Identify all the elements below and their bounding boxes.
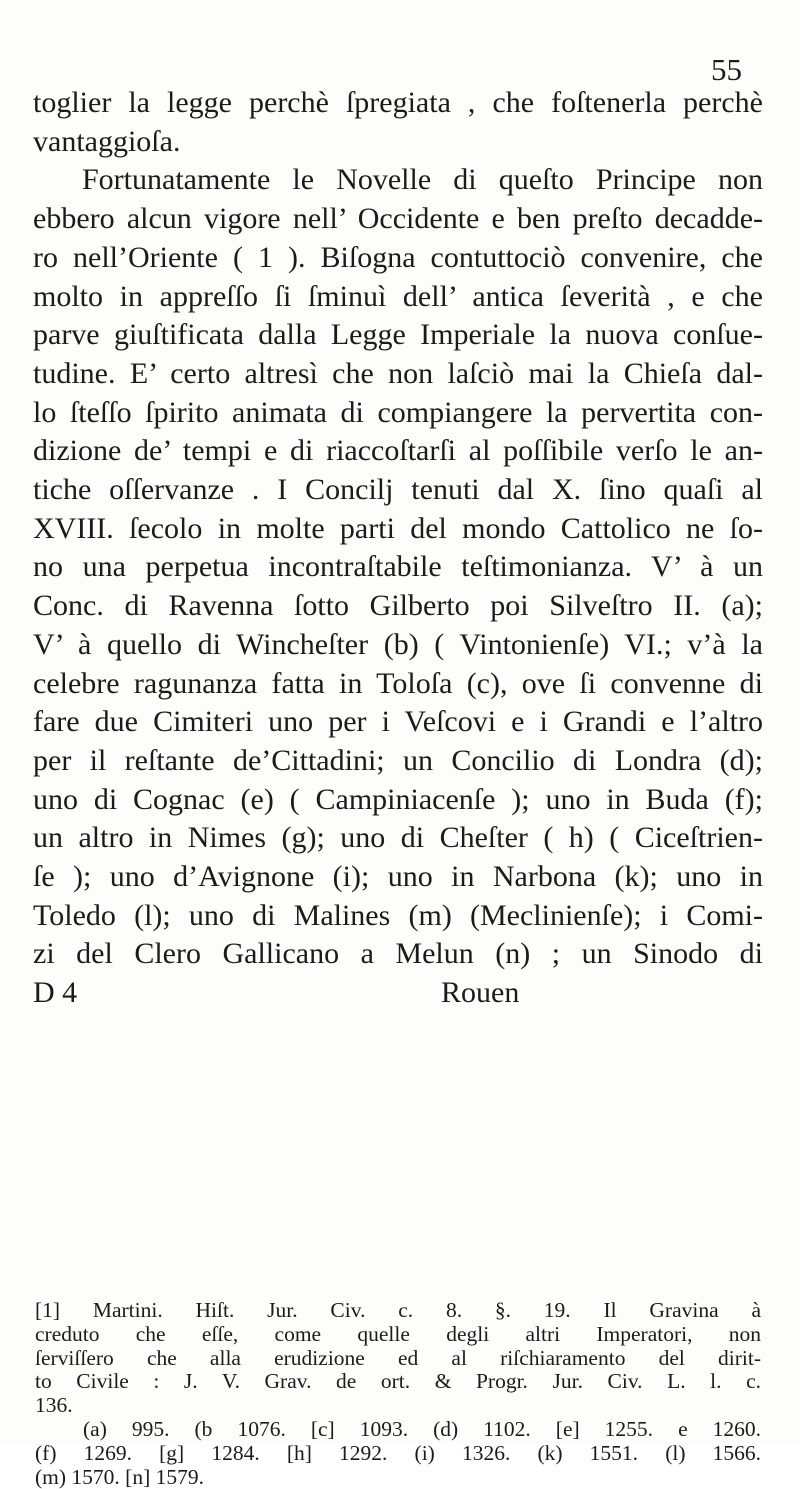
text-line: tiche oſſervanze . I Concilj tenuti dal X. ſino quaſi al xyxy=(33,473,763,507)
page-number: 55 xyxy=(711,52,742,87)
text-line: tudine. E’ certo altresì che non laſciò mai la Chieſa dal- xyxy=(33,356,763,390)
text-line-content: Fortunatamente le Novelle di queſto Principe non xyxy=(82,163,763,197)
signature-mark: D 4 xyxy=(33,976,78,1010)
text-line: ebbero alcun vigore nell’ Occidente e ben preſto decadde- xyxy=(33,202,763,236)
footnote-refs: (a) 995. (b 1076. [c] 1093. (d) 1102. [e] 1255. e 1260. xyxy=(83,1416,761,1441)
text-line: Conc. di Ravenna ſotto Gilberto poi Silveſtro II. (a); xyxy=(33,589,763,623)
text-line xyxy=(33,161,763,200)
footnote-line: ſerviſſero che alla erudizione ed al riſchiaramento del dirit- xyxy=(35,1345,761,1370)
catchword: Rouen xyxy=(441,976,520,1010)
text-line: no una perpetua incontraſtabile teſtimonianza. V’ à un xyxy=(33,550,763,584)
text-line: parve giuſtificata dalla Legge Imperiale la nuova conſue- xyxy=(33,318,763,352)
footnote-line: [1] Martini. Hiſt. Jur. Civ. c. 8. §. 19. Il Gravina à xyxy=(35,1298,761,1322)
footnote-refs: (m) 1570. [n] 1579. xyxy=(35,1464,204,1489)
text-line: zi del Clero Gallicano a Melun (n) ; un Sinodo di xyxy=(33,937,763,971)
footnote-line: to Civile : J. V. Grav. de ort. & Progr. Jur. Civ. L. l. c. xyxy=(35,1369,761,1394)
text-line: toglier la legge perchè ſpregiata , che foſtenerla perchè xyxy=(33,86,763,119)
footnote-refs: (f) 1269. [g] 1284. [h] 1292. (i) 1326. (k) 1551. (l) 1566. xyxy=(35,1440,761,1465)
body-text xyxy=(33,84,763,1013)
text-line: per il reſtante de’Cittadini; un Concilio di Londra (d); xyxy=(33,743,763,777)
text-line: molto in appreſſo ſi ſminuì dell’ antica ſeverità , e che xyxy=(33,279,763,313)
signature-line xyxy=(33,974,763,1013)
text-line: ro nell’Oriente ( 1 ). Biſogna contuttociò convenire, che xyxy=(33,240,763,274)
text-line: celebre ragunanza fatta in Toloſa (c), ove ſi convenne di xyxy=(33,666,763,700)
footnote-line: 136. xyxy=(35,1393,73,1418)
text-line: uno di Cognac (e) ( Campiniacenſe ); uno in Buda (f); xyxy=(33,782,763,816)
text-line: XVIII. ſecolo in molte parti del mondo Cattolico ne ſo- xyxy=(33,511,763,545)
text-line: ſe ); uno d’Avignone (i); uno in Narbona (k); uno in xyxy=(33,860,763,894)
text-line: vantaggioſa. xyxy=(33,124,181,158)
text-line: Toledo (l); uno di Malines (m) (Meclinienſe); i Comi- xyxy=(33,898,763,932)
text-line: V’ à quello di Wincheſter (b) ( Vintonienſe) VI.; v’à la xyxy=(33,627,763,661)
footnote-line: creduto che eſſe, come quelle degli altri Imperatori, non xyxy=(35,1321,761,1346)
footnotes xyxy=(35,1298,761,1489)
text-line: fare due Cimiteri uno per i Veſcovi e i Grandi e l’altro xyxy=(33,705,763,739)
text-line: lo ſteſſo ſpirito animata di compiangere la pervertita con- xyxy=(33,395,763,429)
text-line: un altro in Nimes (g); uno di Cheſter ( h) ( Ciceſtrien- xyxy=(33,821,763,855)
text-line: dizione de’ tempi e di riaccoſtarſi al poſſibile verſo le an- xyxy=(33,434,763,468)
